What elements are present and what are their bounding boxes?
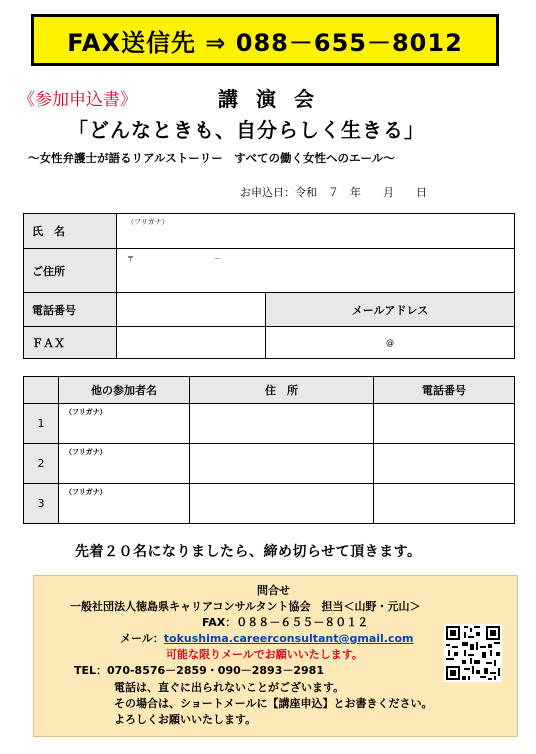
row-number: 3 — [24, 484, 59, 524]
contact-heading: 問合せ — [257, 584, 290, 597]
fax-label: ＦＡＸ — [24, 327, 117, 359]
fax-field[interactable] — [117, 327, 266, 359]
email-field[interactable] — [266, 327, 515, 359]
participant-address-field[interactable] — [190, 404, 374, 444]
phone-availability-note: 電話は、直ぐに出られないことがございます。 — [114, 681, 345, 694]
address-label: ご住所 — [24, 249, 117, 293]
contact-org: 一般社団法人徳島県キャリアコンサルタント協会 担当＜山野・元山＞ — [70, 600, 421, 613]
application-date: お申込日：令和 ７ 年 月 日 — [240, 186, 427, 199]
email-preference-note: 可能な限りメールでお願いいたします。 — [166, 648, 363, 661]
participants-table — [23, 376, 515, 524]
closing-note: よろしくお願いいたします。 — [114, 713, 257, 726]
contact-fax: FAX：０８８－６５５－８０１２ — [202, 616, 369, 629]
applicant-form-table — [23, 213, 515, 359]
capacity-notice: 先着２０名になりましたら、締め切らせて頂きます。 — [75, 544, 422, 560]
at-mark: @ — [386, 338, 394, 347]
participant-address-field[interactable] — [190, 484, 374, 524]
furigana-label: （フリガナ） — [65, 448, 107, 456]
participant-phone-field[interactable] — [374, 484, 515, 524]
participant-name-field[interactable] — [59, 404, 190, 444]
email-prefix: メール： — [120, 632, 164, 645]
contact-email-link[interactable]: tokushima.careerconsultant@gmail.com — [163, 632, 414, 645]
lecture-label: 講演会 — [218, 87, 332, 111]
postal-dash: － — [214, 255, 221, 263]
participant-address-header: 住 所 — [190, 377, 374, 404]
row-number: 2 — [24, 444, 59, 484]
contact-box — [33, 575, 518, 737]
phone-label: 電話番号 — [24, 293, 117, 327]
table-row — [24, 404, 515, 444]
participant-name-header: 他の参加者名 — [59, 377, 190, 404]
email-label: メールアドレス — [266, 293, 515, 327]
participant-name-field[interactable] — [59, 484, 190, 524]
subtitle: ～女性弁護士が語るリアルストーリー すべての働く女性へのエール～ — [28, 151, 395, 165]
participant-phone-field[interactable] — [374, 404, 515, 444]
contact-tel: TEL：070-8576－2859・090－2893－2981 — [74, 664, 324, 677]
name-furigana-label: （フリガナ） — [127, 218, 169, 226]
name-field[interactable] — [117, 214, 515, 249]
application-form-title: 《参加申込書》 — [18, 90, 137, 110]
table-row — [24, 444, 515, 484]
furigana-label: （フリガナ） — [65, 408, 107, 416]
address-field[interactable] — [117, 249, 515, 293]
participant-phone-field[interactable] — [374, 444, 515, 484]
contact-email-row — [120, 630, 414, 646]
postal-mark: 〒 — [127, 255, 134, 263]
participant-phone-header: 電話番号 — [374, 377, 515, 404]
participant-address-field[interactable] — [190, 444, 374, 484]
phone-field[interactable] — [117, 293, 266, 327]
fax-destination-banner — [31, 14, 499, 66]
name-label: 氏 名 — [24, 214, 117, 249]
participant-name-field[interactable] — [59, 444, 190, 484]
row-number: 1 — [24, 404, 59, 444]
qr-code-icon — [444, 624, 502, 682]
number-header — [24, 377, 59, 404]
main-title: 「どんなときも、自分らしく生きる」 — [68, 118, 425, 142]
short-mail-note: その場合は、ショートメールに【講座申込】とお書きください。 — [114, 697, 433, 710]
furigana-label: （フリガナ） — [65, 488, 107, 496]
fax-destination-text: FAX送信先 ⇒ 088－655－8012 — [67, 28, 463, 57]
table-row — [24, 484, 515, 524]
